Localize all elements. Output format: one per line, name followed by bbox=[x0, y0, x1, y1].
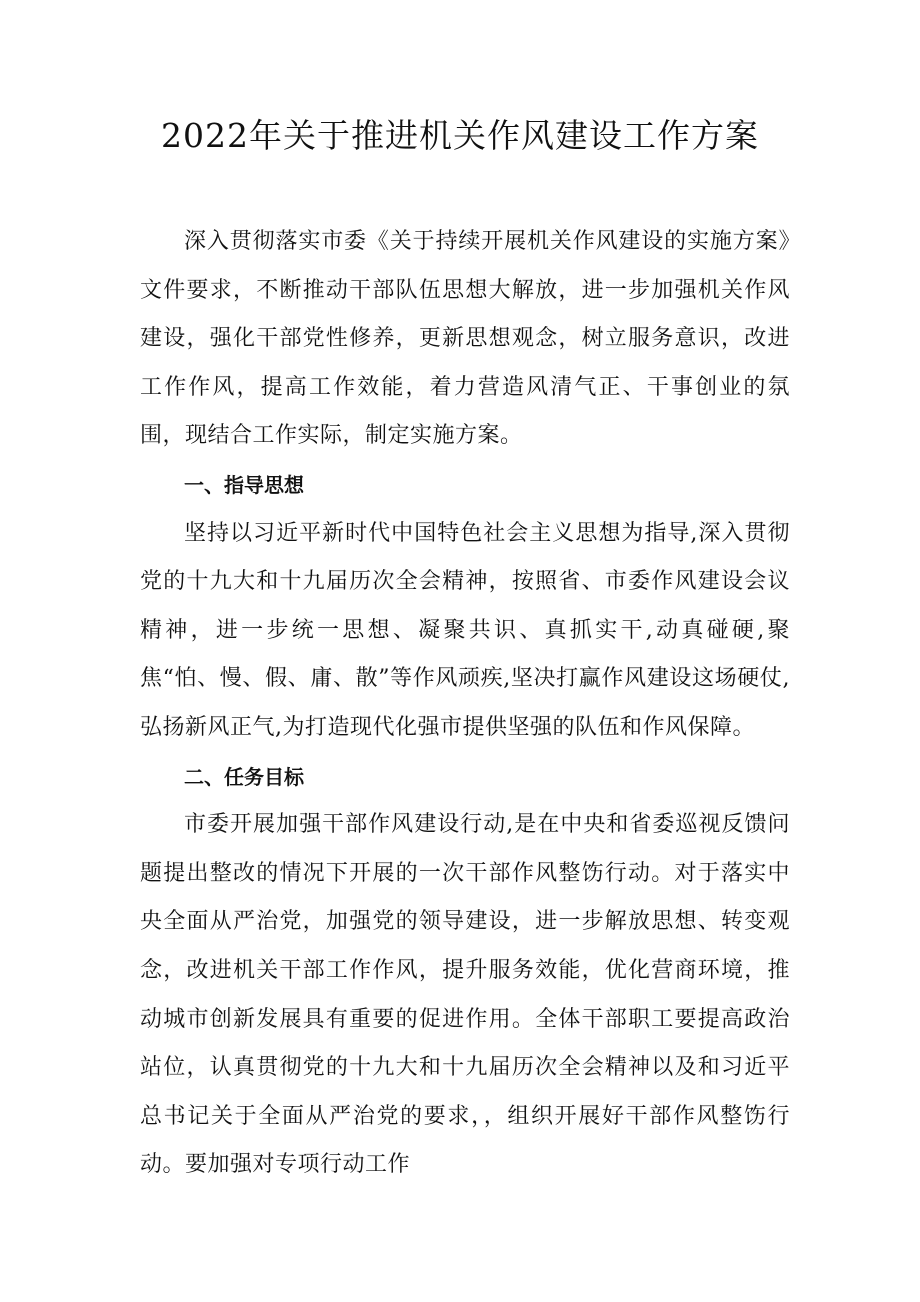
section-heading-guiding-thought: 一、指导思想 bbox=[184, 472, 304, 497]
intro-paragraph: 深入贯彻落实市委《关于持续开展机关作风建设的实施方案》文件要求，不断推动干部队伍思想大解放，进一步加强机关作风建设，强化干部党性修养，更新思想观念，树立服务意识，改进工作作风，提高工作效能，着力营造风清气正、干事创业的氛围，现结合工作实际，制定实施方案。 bbox=[140, 229, 790, 449]
document-title: 2022年关于推进机关作风建设工作方案 bbox=[161, 116, 759, 155]
guiding-thought-paragraph: 坚持以习近平新时代中国特色社会主义思想为指导,深入贯彻党的十九大和十九届历次全会精神，按照省、市委作风建设会议精神，进一步统一思想、凝聚共识、真抓实干,动真碰硬,聚焦“怕、慢、假、庸、散”等作风顽疾,坚决打赢作风建设这场硬仗,弘扬新风正气,为打造现代化强市提供坚强的队伍和作风保障。 bbox=[140, 520, 790, 740]
task-goals-paragraph: 市委开展加强干部作风建设行动,是在中央和省委巡视反馈问题提出整改的情况下开展的一次干部作风整饬行动。对于落实中央全面从严治党，加强党的领导建设，进一步解放思想、转变观念，改进机关干部工作作风，提升服务效能，优化营商环境，推动城市创新发展具有重要的促进作用。全体干部职工要提高政治站位，认真贯彻党的十九大和十九届历次全会精神以及和习近平总书记关于全面从严治党的要求，，组织开展好干部作风整饬行动。要加强对专项行动工作 bbox=[140, 812, 790, 1178]
section-heading-task-goals: 二、任务目标 bbox=[184, 764, 304, 789]
document-body bbox=[140, 218, 790, 1190]
